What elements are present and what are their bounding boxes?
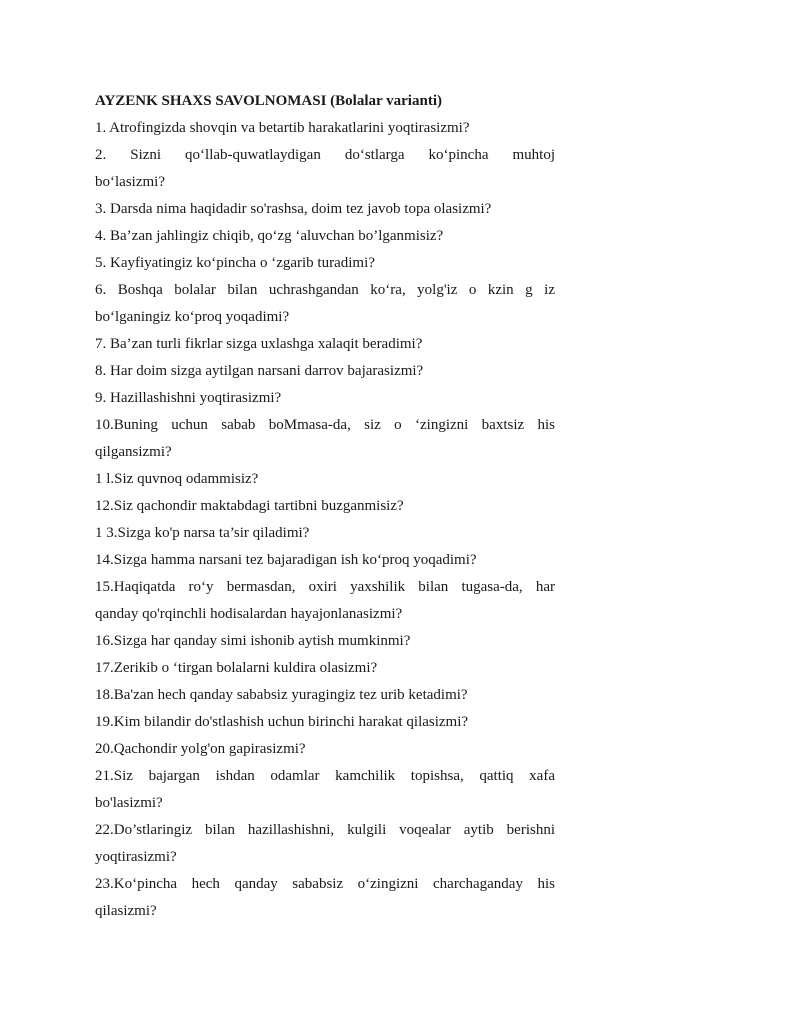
question-text: 8. Har doim sizga aytilgan narsani darrov bajarasizmi? <box>95 363 424 379</box>
question-item <box>95 736 555 763</box>
question-item <box>95 520 555 547</box>
question-item <box>95 547 555 574</box>
question-item <box>95 871 555 925</box>
question-text: 5. Kayfiyatingiz ko‘pincha o ‘zgarib turadimi? <box>95 255 375 271</box>
question-text-continuation: bo‘lasizmi? <box>95 174 165 190</box>
question-text: 18.Ba'zan hech qanday sababsiz yuragingiz tez urib ketadimi? <box>95 687 468 703</box>
question-text: 4. Ba’zan jahlingiz chiqib, qo‘zg ‘aluvchan bo’lganmisiz? <box>95 228 444 244</box>
question-item <box>95 817 555 871</box>
question-text: 14.Sizga hamma narsani tez bajaradigan ish ko‘proq yoqadimi? <box>95 552 477 568</box>
question-text: 6. Boshqa bolalar bilan uchrashgandan ko‘ra, yolg'iz o kzin g iz <box>95 282 555 298</box>
question-item <box>95 628 555 655</box>
question-item <box>95 358 555 385</box>
document-title: AYZENK SHAXS SAVOLNOMASI (Bolalar varianti) <box>95 93 442 109</box>
question-text-continuation: yoqtirasizmi? <box>95 849 177 865</box>
question-text: 23.Ko‘pincha hech qanday sababsiz o‘zingizni charchaganday his <box>95 876 555 892</box>
question-text: 9. Hazillashishni yoqtirasizmi? <box>95 390 282 406</box>
question-text: 16.Sizga har qanday simi ishonib aytish mumkinmi? <box>95 633 411 649</box>
question-text: 15.Haqiqatda ro‘y bermasdan, oxiri yaxshilik bilan tugasa-da, har <box>95 579 555 595</box>
question-text-continuation: bo‘lganingiz ko‘proq yoqadimi? <box>95 309 290 325</box>
question-text: 21.Siz bajargan ishdan odamlar kamchilik topishsa, qattiq xafa <box>95 768 555 784</box>
question-text-continuation: qilasizmi? <box>95 903 157 919</box>
question-text: 2. Sizni qo‘llab-quwatlaydigan do‘stlarga ko‘pincha muhtoj <box>95 147 555 163</box>
question-text: 7. Ba’zan turli fikrlar sizga uxlashga xalaqit beradimi? <box>95 336 423 352</box>
question-item <box>95 466 555 493</box>
question-text: 10.Buning uchun sabab boMmasa-da, siz o ‘zingizni baxtsiz his <box>95 417 555 433</box>
question-item <box>95 385 555 412</box>
question-item <box>95 277 555 331</box>
question-text-continuation: qanday qo'rqinchli hodisalardan hayajonlanasizmi? <box>95 606 403 622</box>
question-text-continuation: bo'lasizmi? <box>95 795 163 811</box>
question-text: 1 3.Sizga ko'p narsa ta’sir qiladimi? <box>95 525 310 541</box>
question-text: 20.Qachondir yolg'on gapirasizmi? <box>95 741 306 757</box>
document-page <box>95 88 555 925</box>
question-text-continuation: qilgansizmi? <box>95 444 172 460</box>
question-item <box>95 250 555 277</box>
question-text: 17.Zerikib o ‘tirgan bolalarni kuldira olasizmi? <box>95 660 378 676</box>
question-item <box>95 223 555 250</box>
question-item <box>95 682 555 709</box>
question-item <box>95 331 555 358</box>
question-item <box>95 763 555 817</box>
question-item <box>95 493 555 520</box>
question-text: 1. Atrofingizda shovqin va betartib harakatlarini yoqtirasizmi? <box>95 120 470 136</box>
question-list <box>95 115 555 925</box>
question-text: 3. Darsda nima haqidadir so'rashsa, doim tez javob topa olasizmi? <box>95 201 492 217</box>
question-item <box>95 655 555 682</box>
question-text: 1 l.Siz quvnoq odammisiz? <box>95 471 259 487</box>
question-item <box>95 709 555 736</box>
question-item <box>95 142 555 196</box>
question-item <box>95 196 555 223</box>
question-text: 22.Do’stlaringiz bilan hazillashishni, kulgili voqealar aytib berishni <box>95 822 555 838</box>
question-text: 12.Siz qachondir maktabdagi tartibni buzganmisiz? <box>95 498 404 514</box>
question-text: 19.Kim bilandir do'stlashish uchun birinchi harakat qilasizmi? <box>95 714 469 730</box>
question-item <box>95 412 555 466</box>
question-item <box>95 574 555 628</box>
question-item <box>95 115 555 142</box>
